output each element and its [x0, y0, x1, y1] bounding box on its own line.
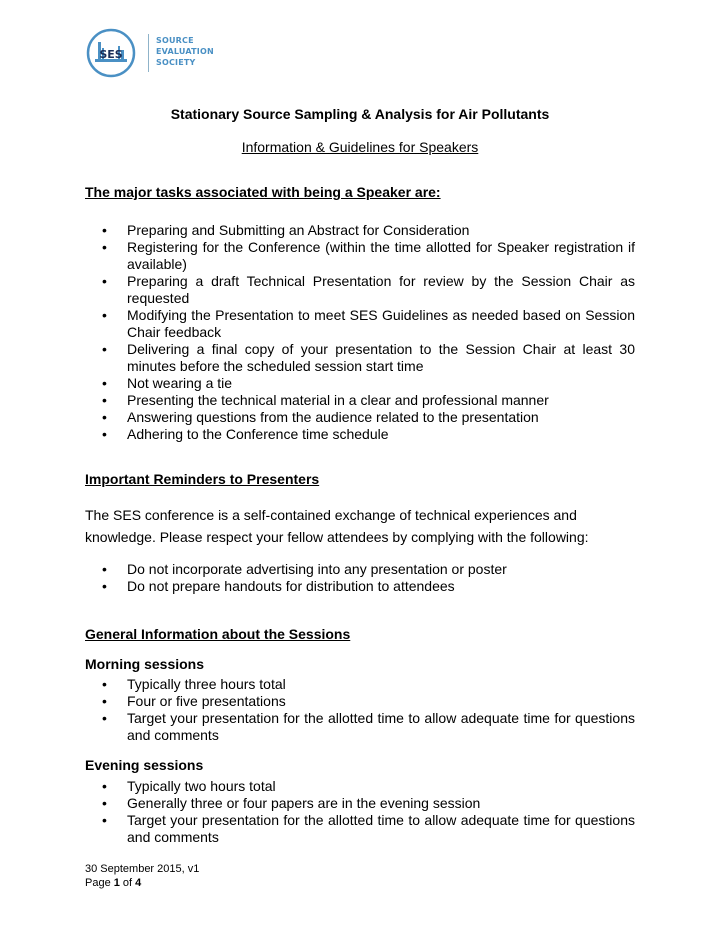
bullet-icon: •	[102, 561, 107, 577]
bullet-icon: •	[102, 578, 107, 594]
logo-wordmark	[156, 35, 214, 68]
document-subtitle: Information & Guidelines for Speakers	[241, 139, 479, 155]
bullet-icon: •	[102, 392, 107, 408]
list-item: • Modifying the Presentation to meet SES Guidelines as needed based on Session Chair feedback	[102, 307, 635, 340]
reminders-list	[85, 561, 635, 595]
list-item: • Target your presentation for the allotted time to allow adequate time for questions and comments	[102, 710, 635, 743]
footer-page-number: Page 1 of 4	[85, 877, 142, 889]
list-item: • Adhering to the Conference time schedule	[102, 426, 389, 442]
list-item: • Generally three or four papers are in the evening session	[102, 795, 481, 811]
bullet-icon: •	[102, 222, 107, 238]
list-item: • Delivering a final copy of your presentation to the Session Chair at least 30 minutes before the scheduled session start time	[102, 341, 635, 374]
logo-divider	[148, 34, 149, 72]
list-item: • Presenting the technical material in a clear and professional manner	[102, 392, 549, 408]
logo-text-line: EVALUATION	[156, 47, 214, 56]
tasks-heading: The major tasks associated with being a Speaker are:	[85, 184, 441, 200]
bullet-icon: •	[102, 341, 107, 357]
bullet-icon: •	[102, 307, 107, 323]
list-item: • Answering questions from the audience related to the presentation	[102, 409, 539, 425]
bullet-icon: •	[102, 375, 107, 391]
page-footer	[85, 862, 199, 890]
morning-sessions-list	[85, 676, 635, 744]
reminders-heading: Important Reminders to Presenters	[85, 471, 320, 487]
evening-sessions-label: Evening sessions	[85, 757, 204, 773]
sessions-heading: General Information about the Sessions	[85, 626, 351, 642]
list-item: • Preparing a draft Technical Presentation for review by the Session Chair as requested	[102, 273, 635, 306]
bullet-icon: •	[102, 239, 107, 255]
logo-text-line: SOURCE	[156, 36, 194, 45]
morning-sessions-label: Morning sessions	[85, 656, 205, 672]
list-item: • Typically two hours total	[102, 778, 276, 794]
ses-logo-mark-icon	[86, 28, 136, 78]
list-item: • Four or five presentations	[102, 693, 286, 709]
footer-date-version: 30 September 2015, v1	[85, 863, 200, 875]
tasks-list	[85, 222, 635, 443]
document-title: Stationary Source Sampling & Analysis for Air Pollutants	[170, 106, 550, 122]
bullet-icon: •	[102, 710, 107, 726]
bullet-icon: •	[102, 795, 107, 811]
list-item: • Typically three hours total	[102, 676, 286, 692]
bullet-icon: •	[102, 426, 107, 442]
bullet-icon: •	[102, 812, 107, 828]
list-item: • Do not incorporate advertising into any presentation or poster	[102, 561, 507, 577]
list-item: • Not wearing a tie	[102, 375, 233, 391]
logo-text-line: SOCIETY	[156, 58, 196, 67]
bullet-icon: •	[102, 409, 107, 425]
bullet-icon: •	[102, 693, 107, 709]
list-item: • Target your presentation for the allotted time to allow adequate time for questions and comments	[102, 812, 635, 845]
svg-text:SES: SES	[99, 48, 123, 61]
bullet-icon: •	[102, 273, 107, 289]
bullet-icon: •	[102, 676, 107, 692]
evening-sessions-list	[85, 778, 635, 846]
bullet-icon: •	[102, 778, 107, 794]
ses-logo	[86, 28, 216, 78]
list-item: • Registering for the Conference (within the time allotted for Speaker registration if available)	[102, 239, 635, 272]
list-item: • Preparing and Submitting an Abstract for Consideration	[102, 222, 470, 238]
list-item: • Do not prepare handouts for distribution to attendees	[102, 578, 455, 594]
reminders-paragraph: The SES conference is a self-contained exchange of technical experiences and knowledge. Please respect your fellow attendees by complying with the following:	[85, 507, 589, 545]
